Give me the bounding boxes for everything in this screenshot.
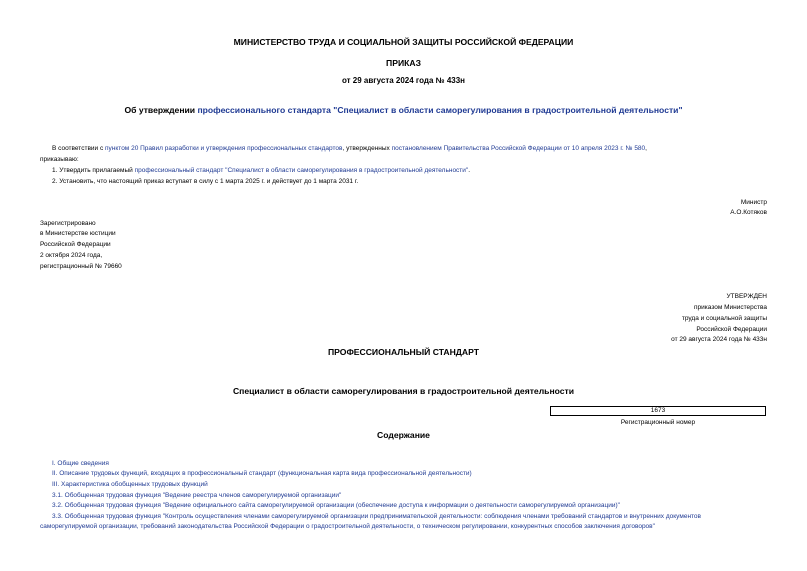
ministry-heading: МИНИСТЕРСТВО ТРУДА И СОЦИАЛЬНОЙ ЗАЩИТЫ РОССИЙСКОЙ ФЕДЕРАЦИИ — [233, 37, 574, 47]
approved-line-3: труда и социальной защиты — [681, 315, 767, 322]
preamble-text-b: , утвержденных — [342, 145, 392, 152]
registration-line-1: Зарегистрировано — [40, 220, 96, 227]
toc-item-3-2[interactable]: 3.2. Обобщенная трудовая функция "Ведение официального сайта саморегулируемой организации (обеспечение доступа к информации о деятельности саморегулируемой организации)" — [52, 502, 620, 509]
registration-line-3: Российской Федерации — [40, 241, 111, 248]
preamble-line-2: приказываю: — [40, 156, 79, 163]
order-subject — [0, 105, 807, 115]
signature-title: Министр — [740, 199, 767, 206]
professional-standard-link[interactable]: профессиональный стандарт "Специалист в области саморегулирования в градостроительной деятельности" — [134, 167, 469, 174]
toc-item-3-3-line-2[interactable]: саморегулируемой организации, требований законодательства Российской Федерации о градостроительной деятельности, о техническом регулировании, конкурентных способов заключения договоров" — [40, 523, 655, 530]
standard-name: Специалист в области саморегулирования в градостроительной деятельности — [232, 386, 575, 396]
order-item-2: 2. Установить, что настоящий приказ вступает в силу с 1 марта 2025 г. и действует до 1 марта 2031 г. — [52, 178, 359, 185]
rules-point-20-link[interactable]: пунктом 20 Правил разработки и утверждения профессиональных стандартов — [105, 145, 343, 152]
toc-item-functional-map[interactable]: II. Описание трудовых функций, входящих в профессиональный стандарт (функциональная карта вида профессиональной деятельности) — [52, 470, 472, 477]
government-decree-link[interactable]: постановлением Правительства Российской Федерации от 10 апреля 2023 г. № 580 — [391, 145, 646, 152]
approved-line-4: Российской Федерации — [696, 326, 767, 333]
preamble-text-a: В соответствии с — [52, 145, 106, 152]
signature-name: А.О.Котяков — [730, 209, 767, 216]
order-date-number: от 29 августа 2024 года № 433н — [341, 76, 466, 85]
order-item-1-end: . — [468, 167, 471, 174]
order-item-1-text: 1. Утвердить прилагаемый — [52, 167, 135, 174]
toc-item-3-3-line-1[interactable]: 3.3. Обобщенная трудовая функция "Контроль осуществления членами саморегулируемой организации предпринимательской деятельности: соблюдения членами требований стандартов и внутренних документов — [52, 513, 702, 520]
preamble-text-c: , — [645, 145, 647, 152]
order-subject-prefix: Об утверждении — [124, 105, 198, 115]
order-item-1 — [52, 167, 470, 175]
registration-line-2: в Министерстве юстиции — [40, 230, 116, 237]
approved-line-5: от 29 августа 2024 года № 433н — [671, 336, 767, 343]
registration-line-4: 2 октября 2024 года, — [40, 252, 103, 259]
registration-number-box: 1673 — [550, 406, 766, 416]
document-type-heading: ПРИКАЗ — [386, 58, 421, 68]
standard-heading: ПРОФЕССИОНАЛЬНЫЙ СТАНДАРТ — [327, 347, 480, 357]
toc-item-general-info[interactable]: I. Общие сведения — [52, 460, 109, 467]
registration-line-5: регистрационный № 79660 — [40, 263, 122, 270]
toc-item-3-1[interactable]: 3.1. Обобщенная трудовая функция "Ведение реестра членов саморегулируемой организации" — [52, 492, 342, 499]
contents-heading: Содержание — [377, 430, 430, 440]
order-subject-link[interactable]: профессионального стандарта "Специалист в области саморегулирования в градостроительной деятельности" — [197, 105, 683, 115]
approved-line-1: УТВЕРЖДЕН — [726, 293, 767, 300]
preamble-line-1 — [52, 145, 647, 153]
toc-item-generalized-functions[interactable]: III. Характеристика обобщенных трудовых функций — [52, 481, 208, 488]
registration-number-caption: Регистрационный номер — [620, 419, 696, 426]
approved-line-2: приказом Министерства — [694, 304, 767, 311]
